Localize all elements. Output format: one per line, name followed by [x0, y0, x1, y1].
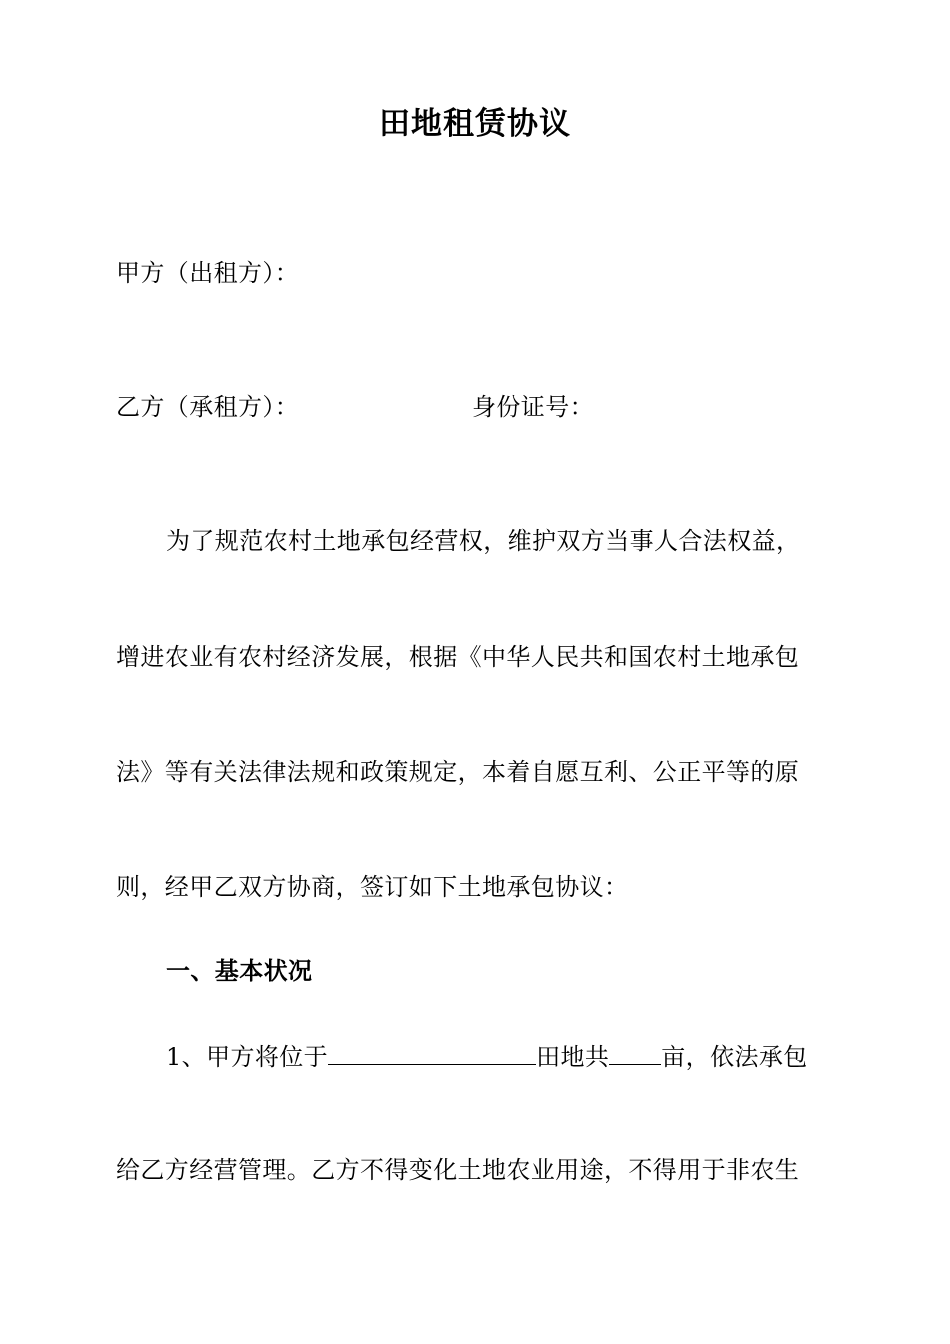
preamble-line-4: 则，经甲乙双方协商，签订如下土地承包协议： [116, 873, 629, 901]
id-number-label: 身份证号： [472, 393, 594, 421]
location-blank [328, 1038, 536, 1065]
party-b-label: 乙方（承租方）： [116, 393, 300, 421]
clause-1-suffix: 亩，依法承包 [661, 1043, 808, 1071]
document-title: 田地租赁协议 [379, 106, 571, 142]
preamble-line-2: 增进农业有农村经济发展，根据《中华人民共和国农村土地承包 [116, 643, 800, 671]
clause-1-middle: 田地共 [536, 1043, 610, 1071]
section-1-heading: 一、基本状况 [166, 957, 313, 985]
clause-1-line-2: 给乙方经营管理。乙方不得变化土地农业用途，不得用于非农生 [116, 1156, 800, 1184]
party-b-row [116, 390, 836, 424]
preamble-line-3: 法》等有关法律法规和政策规定，本着自愿互利、公正平等的原 [116, 758, 800, 786]
party-a-label: 甲方（出租方）： [116, 259, 300, 287]
area-blank [609, 1038, 661, 1065]
clause-1-line-1 [116, 1038, 886, 1074]
preamble-line-1: 为了规范农村土地承包经营权，维护双方当事人合法权益， [166, 527, 801, 555]
clause-1-prefix: 1、甲方将位于 [166, 1043, 329, 1071]
